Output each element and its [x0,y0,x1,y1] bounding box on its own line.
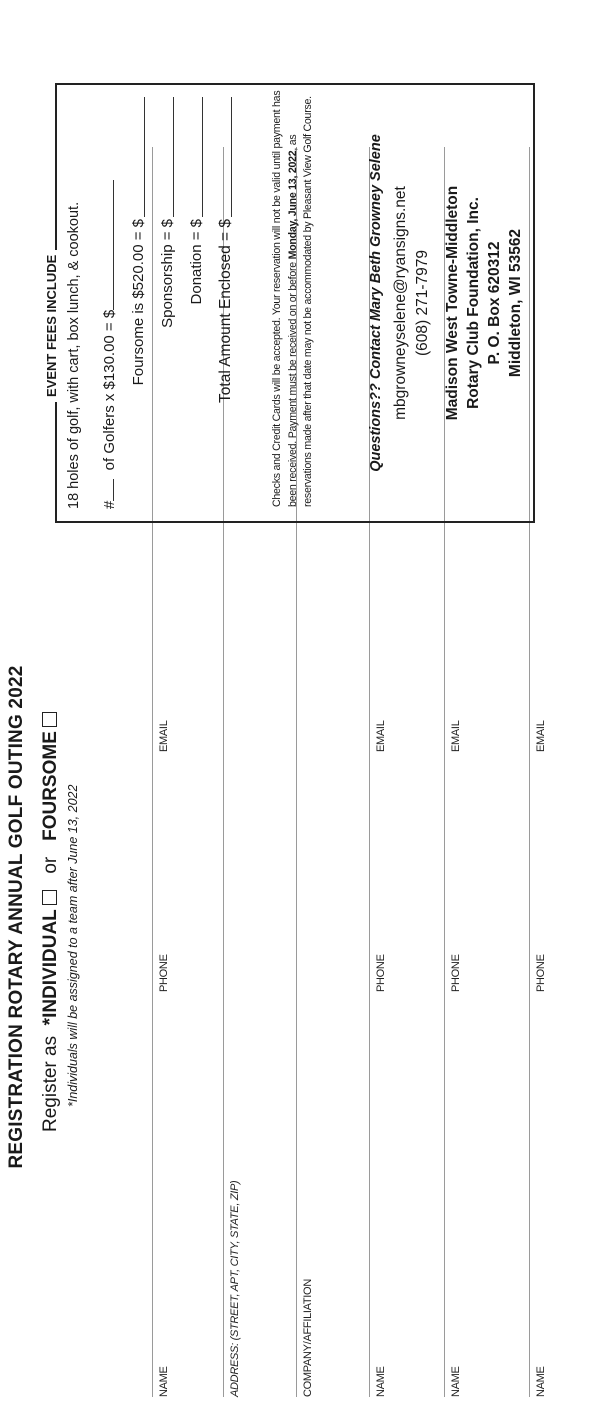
name-label-2: NAME [375,1366,387,1397]
org-name-2: Rotary Club Foundation, Inc. [465,197,482,409]
phone-label-4: PHONE [535,954,547,992]
register-as-label: Register as [40,1035,61,1132]
contact-phone: (608) 271-7979 [414,250,431,356]
payment-deadline: Monday, June 13, 2022 [286,150,299,260]
individual-label: *INDIVIDUAL [40,909,61,1026]
org-name-1: Madison West Towne-Middleton [444,185,461,421]
city-zip: Middleton, WI 53562 [507,228,524,378]
golfers-amount-blank[interactable] [113,180,114,310]
questions-contact: Questions?? Contact Mary Beth Growney Selene [368,134,384,472]
sponsorship-label: Sponsorship = $ [159,219,176,328]
sponsorship-amount-blank[interactable] [173,97,174,217]
total-amount-blank[interactable] [231,97,232,217]
donation-amount-blank[interactable] [202,97,203,217]
payment-fine-print: Checks and Credit Cards will be accepted. Your reservation will not be valid until payment has been received. Payment must be received on or before Monday, June 13, 2022, as reservations made after that date may not be accommodated by Pleasant View Golf Course. [271,90,314,507]
foursome-amount-blank[interactable] [144,97,145,217]
golfers-line [101,180,118,509]
phone-label-1: PHONE [158,954,170,992]
form-title: REGISTRATION ROTARY ANNUAL GOLF OUTING 2022 [6,665,27,1169]
hash-label: # [101,500,118,509]
name-label-3: NAME [450,1366,462,1397]
fees-includes: 18 holes of golf, with cart, box lunch, & cookout. [66,201,82,509]
register-as-line [40,706,62,1132]
golfers-count-blank[interactable] [113,479,114,501]
event-fees-title: EVENT FEES INCLUDE [44,250,59,402]
golfers-label: of Golfers x $130.00 = $ [101,309,118,471]
po-box: P. O. Box 620312 [486,241,503,365]
email-label-4: EMAIL [535,720,547,752]
address-label: ADDRESS: (STREET, APT, CITY, STATE, ZIP) [229,1180,241,1397]
email-label-1: EMAIL [158,720,170,752]
contact-email: mbgrowneyselene@ryansigns.net [392,186,409,420]
email-label-3: EMAIL [450,720,462,752]
individual-note: *Individuals will be assigned to a team after June 13, 2022 [66,784,80,1107]
phone-label-2: PHONE [375,954,387,992]
donation-label: Donation = $ [188,219,205,305]
name-label-4: NAME [535,1366,547,1397]
total-label: Total Amount Enclosed = $ [217,219,234,403]
phone-label-3: PHONE [450,954,462,992]
individual-checkbox[interactable] [42,890,57,905]
foursome-label: FOURSOME [40,731,61,841]
foursome-checkbox[interactable] [42,712,57,727]
name-label-1: NAME [158,1366,170,1397]
company-label: COMPANY/AFFILIATION [302,1279,314,1397]
email-label-2: EMAIL [375,720,387,752]
or-label: or [40,856,61,874]
foursome-fee-label: Foursome is $520.00 = $ [130,219,147,386]
